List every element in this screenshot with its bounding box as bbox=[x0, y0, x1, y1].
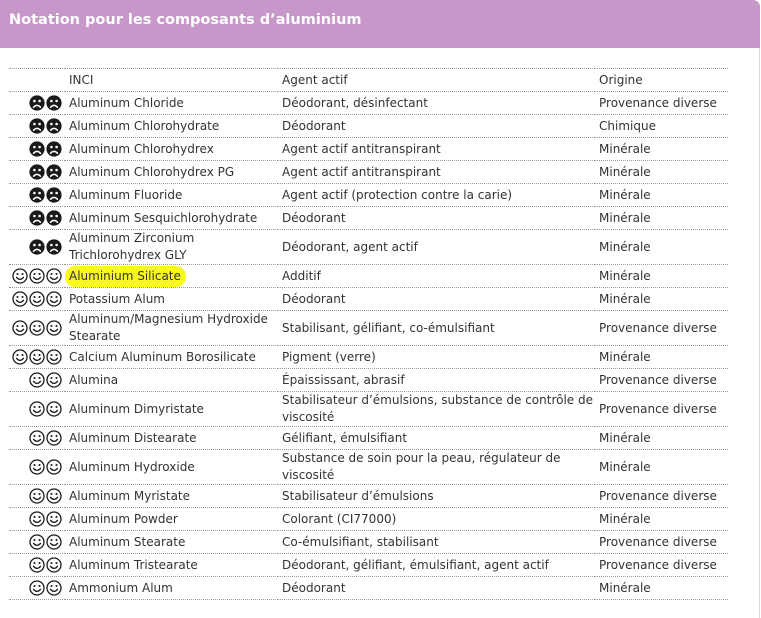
agent-cell: Agent actif antitranspirant bbox=[282, 164, 441, 179]
aluminium-rating-table bbox=[9, 68, 728, 600]
origin-cell: Minérale bbox=[599, 291, 651, 306]
agent-cell: Déodorant bbox=[282, 580, 346, 595]
inci-cell bbox=[65, 230, 278, 265]
origin-cell: Provenance diverse bbox=[599, 95, 717, 110]
agent-cell: Déodorant, agent actif bbox=[282, 239, 418, 254]
inci-name: Aluminum Sesquichlorohydrate bbox=[69, 210, 258, 225]
rating-cell bbox=[9, 485, 65, 508]
origin-cell: Provenance diverse bbox=[599, 557, 717, 572]
table-row bbox=[9, 508, 728, 531]
table-row bbox=[9, 392, 728, 427]
smiling-face-icon bbox=[29, 580, 45, 596]
table-row bbox=[9, 92, 728, 115]
smiling-face-icon bbox=[12, 291, 28, 307]
agent-cell: Déodorant bbox=[282, 118, 346, 133]
smiling-face-icon bbox=[29, 349, 45, 365]
inci-name: Aluminum Distearate bbox=[69, 430, 197, 445]
inci-name: Ammonium Alum bbox=[69, 580, 173, 595]
smiling-face-icon bbox=[46, 459, 62, 475]
agent-cell: Pigment (verre) bbox=[282, 349, 376, 364]
table-row bbox=[9, 450, 728, 485]
rating-cell bbox=[9, 577, 65, 600]
frowning-face-icon bbox=[46, 141, 62, 157]
frowning-face-icon bbox=[46, 118, 62, 134]
smiling-face-icon bbox=[29, 401, 45, 417]
inci-cell bbox=[65, 311, 278, 346]
table-header-row bbox=[9, 69, 728, 92]
smiling-face-icon bbox=[46, 401, 62, 417]
agent-cell: Épaississant, abrasif bbox=[282, 372, 405, 387]
table-row bbox=[9, 427, 728, 450]
rating-cell bbox=[9, 230, 65, 265]
agent-cell: Stabilisant, gélifiant, co-émulsifiant bbox=[282, 320, 495, 335]
table-row bbox=[9, 311, 728, 346]
inci-name: Aluminum Stearate bbox=[69, 534, 186, 549]
frowning-face-icon bbox=[29, 210, 45, 226]
rating-cell bbox=[9, 184, 65, 207]
inci-cell bbox=[65, 161, 278, 184]
smiling-face-icon bbox=[29, 320, 45, 336]
smiling-face-icon bbox=[46, 534, 62, 550]
frowning-face-icon bbox=[29, 187, 45, 203]
smiling-face-icon bbox=[46, 372, 62, 388]
smiling-face-icon bbox=[46, 320, 62, 336]
inci-cell bbox=[65, 346, 278, 369]
inci-name: Aluminum Zirconium Trichlorohydrex GLY bbox=[69, 231, 195, 262]
origin-cell: Provenance diverse bbox=[599, 401, 717, 416]
agent-cell: Stabilisateur d’émulsions, substance de contrôle de viscosité bbox=[282, 393, 593, 424]
origin-cell: Minérale bbox=[599, 141, 651, 156]
origin-cell: Minérale bbox=[599, 268, 651, 283]
smiling-face-icon bbox=[12, 268, 28, 284]
origin-cell: Minérale bbox=[599, 210, 651, 225]
origin-column-header: Origine bbox=[599, 72, 643, 87]
origin-cell: Minérale bbox=[599, 349, 651, 364]
inci-name: Aluminum Powder bbox=[69, 511, 178, 526]
origin-cell: Provenance diverse bbox=[599, 320, 717, 335]
smiling-face-icon bbox=[29, 268, 45, 284]
inci-name: Calcium Aluminum Borosilicate bbox=[69, 349, 256, 364]
table-row bbox=[9, 115, 728, 138]
inci-name: Alumina bbox=[69, 372, 119, 387]
inci-cell bbox=[65, 450, 278, 485]
agent-cell: Stabilisateur d’émulsions bbox=[282, 488, 434, 503]
inci-cell bbox=[65, 184, 278, 207]
table-row bbox=[9, 288, 728, 311]
inci-name: Aluminum/Magnesium Hydroxide Stearate bbox=[69, 312, 268, 343]
rating-cell bbox=[9, 115, 65, 138]
origin-cell: Provenance diverse bbox=[599, 534, 717, 549]
page-header bbox=[0, 0, 760, 48]
inci-name: Potassium Alum bbox=[69, 291, 165, 306]
smiling-face-icon bbox=[29, 291, 45, 307]
inci-cell bbox=[65, 392, 278, 427]
frowning-face-icon bbox=[46, 95, 62, 111]
highlighted-inci-name: Aluminium Silicate bbox=[65, 266, 186, 287]
rating-cell bbox=[9, 508, 65, 531]
inci-name: Aluminum Chlorohydrex bbox=[69, 141, 214, 156]
rating-cell bbox=[9, 450, 65, 485]
agent-cell: Substance de soin pour la peau, régulateur de viscosité bbox=[282, 451, 561, 482]
agent-cell: Additif bbox=[282, 268, 321, 283]
smiling-face-icon bbox=[46, 557, 62, 573]
inci-cell bbox=[65, 577, 278, 600]
inci-cell bbox=[65, 508, 278, 531]
inci-cell bbox=[65, 554, 278, 577]
inci-name: Aluminum Dimyristate bbox=[69, 401, 204, 416]
agent-cell: Déodorant, gélifiant, émulsifiant, agent actif bbox=[282, 557, 549, 572]
smiling-face-icon bbox=[29, 557, 45, 573]
frowning-face-icon bbox=[46, 210, 62, 226]
rating-cell bbox=[9, 288, 65, 311]
agent-cell: Agent actif (protection contre la carie) bbox=[282, 187, 513, 202]
inci-name: Aluminum Chlorohydrate bbox=[69, 118, 220, 133]
smiling-face-icon bbox=[46, 291, 62, 307]
rating-column-header bbox=[9, 69, 65, 92]
frowning-face-icon bbox=[29, 95, 45, 111]
agent-cell: Déodorant bbox=[282, 210, 346, 225]
smiling-face-icon bbox=[46, 268, 62, 284]
origin-cell: Minérale bbox=[599, 511, 651, 526]
frowning-face-icon bbox=[46, 187, 62, 203]
inci-cell bbox=[65, 92, 278, 115]
smiling-face-icon bbox=[29, 430, 45, 446]
inci-name: Aluminum Chloride bbox=[69, 95, 184, 110]
table-row bbox=[9, 207, 728, 230]
smiling-face-icon bbox=[46, 430, 62, 446]
smiling-face-icon bbox=[12, 349, 28, 365]
smiling-face-icon bbox=[29, 459, 45, 475]
agent-cell: Gélifiant, émulsifiant bbox=[282, 430, 408, 445]
origin-cell: Minérale bbox=[599, 187, 651, 202]
table-row bbox=[9, 346, 728, 369]
inci-cell bbox=[65, 531, 278, 554]
frowning-face-icon bbox=[46, 164, 62, 180]
rating-cell bbox=[9, 531, 65, 554]
inci-cell bbox=[65, 427, 278, 450]
smiling-face-icon bbox=[46, 580, 62, 596]
frowning-face-icon bbox=[29, 239, 45, 255]
origin-cell: Chimique bbox=[599, 118, 656, 133]
origin-cell: Minérale bbox=[599, 459, 651, 474]
frowning-face-icon bbox=[29, 141, 45, 157]
inci-name: Aluminum Tristearate bbox=[69, 557, 198, 572]
smiling-face-icon bbox=[46, 488, 62, 504]
inci-cell bbox=[65, 115, 278, 138]
agent-cell: Colorant (CI77000) bbox=[282, 511, 397, 526]
inci-column-header: INCI bbox=[69, 72, 94, 87]
smiling-face-icon bbox=[29, 534, 45, 550]
inci-cell bbox=[65, 138, 278, 161]
origin-cell: Minérale bbox=[599, 164, 651, 179]
table-row bbox=[9, 554, 728, 577]
inci-name: Aluminum Chlorohydrex PG bbox=[69, 164, 235, 179]
agent-cell: Co-émulsifiant, stabilisant bbox=[282, 534, 439, 549]
origin-cell: Minérale bbox=[599, 239, 651, 254]
page-title: Notation pour les composants d’aluminium bbox=[9, 12, 362, 28]
origin-cell: Minérale bbox=[599, 430, 651, 445]
smiling-face-icon bbox=[29, 511, 45, 527]
frowning-face-icon bbox=[46, 239, 62, 255]
table-row bbox=[9, 485, 728, 508]
table-row bbox=[9, 577, 728, 600]
agent-cell: Agent actif antitranspirant bbox=[282, 141, 441, 156]
inci-cell bbox=[65, 369, 278, 392]
origin-cell: Minérale bbox=[599, 580, 651, 595]
content-border bbox=[759, 48, 760, 618]
agent-cell: Déodorant bbox=[282, 291, 346, 306]
table-row bbox=[9, 230, 728, 265]
table-row bbox=[9, 369, 728, 392]
rating-cell bbox=[9, 369, 65, 392]
rating-cell bbox=[9, 346, 65, 369]
frowning-face-icon bbox=[29, 118, 45, 134]
table-row bbox=[9, 161, 728, 184]
rating-cell bbox=[9, 161, 65, 184]
rating-cell bbox=[9, 427, 65, 450]
agent-cell: Déodorant, désinfectant bbox=[282, 95, 428, 110]
inci-cell bbox=[65, 265, 278, 288]
smiling-face-icon bbox=[29, 488, 45, 504]
table-row bbox=[9, 265, 728, 288]
table-row bbox=[9, 184, 728, 207]
rating-cell bbox=[9, 138, 65, 161]
table-row bbox=[9, 138, 728, 161]
origin-cell: Provenance diverse bbox=[599, 488, 717, 503]
inci-cell bbox=[65, 485, 278, 508]
rating-cell bbox=[9, 265, 65, 288]
agent-column-header: Agent actif bbox=[282, 72, 348, 87]
origin-cell: Provenance diverse bbox=[599, 372, 717, 387]
table-row bbox=[9, 531, 728, 554]
inci-name: Aluminum Fluoride bbox=[69, 187, 183, 202]
inci-cell bbox=[65, 288, 278, 311]
rating-cell bbox=[9, 92, 65, 115]
inci-name: Aluminum Hydroxide bbox=[69, 459, 195, 474]
smiling-face-icon bbox=[46, 511, 62, 527]
smiling-face-icon bbox=[46, 349, 62, 365]
frowning-face-icon bbox=[29, 164, 45, 180]
rating-cell bbox=[9, 207, 65, 230]
smiling-face-icon bbox=[12, 320, 28, 336]
rating-cell bbox=[9, 554, 65, 577]
smiling-face-icon bbox=[29, 372, 45, 388]
rating-cell bbox=[9, 311, 65, 346]
inci-name: Aluminum Myristate bbox=[69, 488, 191, 503]
inci-cell bbox=[65, 207, 278, 230]
rating-cell bbox=[9, 392, 65, 427]
